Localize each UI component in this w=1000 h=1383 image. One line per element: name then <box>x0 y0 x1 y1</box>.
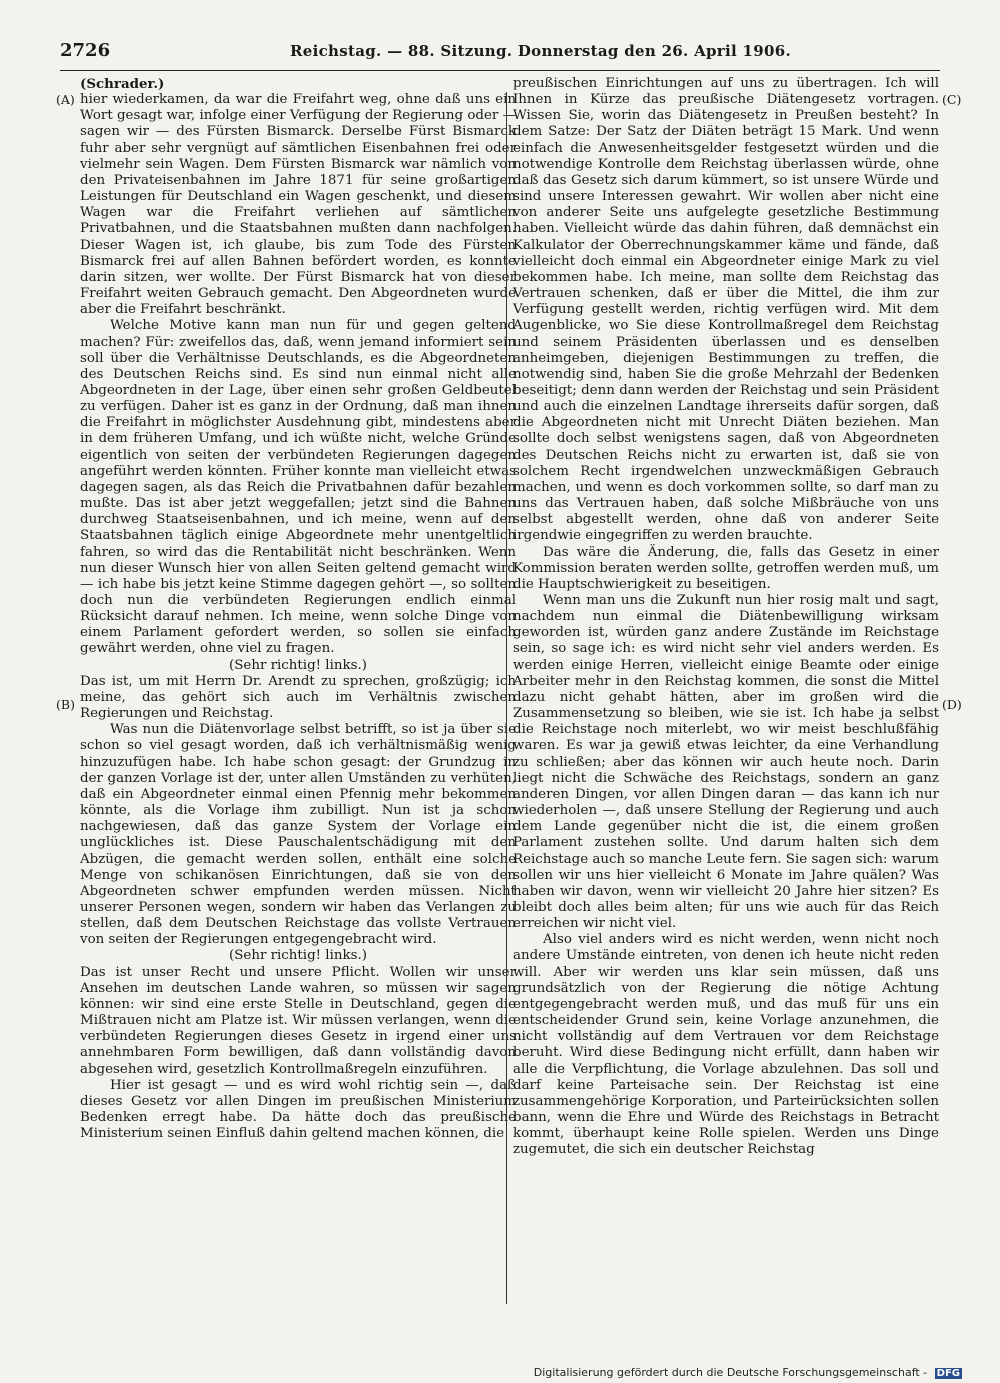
paragraph: Hier ist gesagt — und es wird wohl richtig sein —, daß dieses Gesetz vor allen Dingen im preußischen Ministerium Bedenken erregt habe. Da hätte doch das preußische Ministerium seinen Einfluß dahin geltend machen können, die <box>80 1077 516 1142</box>
paragraph: Also viel anders wird es nicht werden, wenn nicht noch andere Umstände eintreten, von denen ich heute nicht reden will. Aber wir werden uns klar sein müssen, daß uns grundsätzlich von der Regierung die nötige Achtung entgegengebracht werden muß, und das muß für uns ein entscheidender Grund sein, keine Vorlage anzunehmen, die nicht vollständig auf dem Vertrauen vor dem Reichstage beruht. Wird diese Bedingung nicht erfüllt, dann haben wir alle die Verpflichtung, die Vorlage abzulehnen. Das soll und darf keine Parteisache sein. Der Reichstag ist eine zusammengehörige Korporation, und Parteirücksichten sollen bann, wenn die Ehre und Würde des Reichstags in Betracht kommt, überhaupt keine Rolle spielen. Werden uns Dinge zugemutet, die sich ein deutscher Reichstag <box>513 932 939 1158</box>
footer-credit <box>534 1366 962 1379</box>
paragraph: preußischen Einrichtungen auf uns zu übertragen. Ich will Ihnen in Kürze das preußische Diätengesetz vortragen. Wissen Sie, worin das Diätengesetz in Preußen besteht? In dem Satze: Der Satz der Diäten beträgt 15 Mark. Und wenn einfach die Anwesenheitsgelder festgesetzt würden und die notwendige Kontrolle dem Reichstag überlassen würde, ohne daß das Gesetz sich darum kümmert, so ist unsere Würde und sind unsere Interessen gewahrt. Wir wollen aber nicht eine von anderer Seite uns aufgelegte gesetzliche Bestimmung haben. Vielleicht würde das dahin führen, daß demnächst ein Kalkulator der Oberrechnungskammer käme und fände, daß vielleicht doch einmal ein Abgeordneter einige Mark zu viel bekommen habe. Ich meine, man sollte dem Reichstag das Vertrauen schenken, daß er über die Mittel, die ihm zur Verfügung gestellt werden, richtig verfügen wird. Mit dem Augenblicke, wo Sie diese Kontrollmaßregel dem Reichstag und seinem Präsidenten überlassen und es denselben anheimgeben, diejenigen Bestimmungen zu treffen, die notwendig sind, haben Sie die große Mehrzahl der Bedenken beseitigt; denn dann werden der Reichstag und sein Präsident und auch die einzelnen Landtage ihrerseits dafür sorgen, daß die Abgeordneten nicht mit Unrecht Diäten beziehen. Man sollte doch selbst wenigstens sagen, daß von Abgeordneten des Deutschen Reichs nicht zu erwarten ist, daß sie von solchem Recht irgendwelchen unzweckmäßigen Gebrauch machen, und wenn es doch vorkommen sollte, so darf man zu uns das Vertrauen haben, daß solche Mißbräuche von uns selbst abgestellt werden, ohne daß von anderer Seite irgendwie eingegriffen zu werden brauchte. <box>513 76 939 544</box>
column-divider <box>506 92 507 1304</box>
header-rule <box>60 70 940 71</box>
paragraph: Das wäre die Änderung, die, falls das Gesetz in einer Kommission beraten werden sollte, getroffen werden muß, um die Hauptschwierigkeit zu beseitigen. <box>513 544 939 592</box>
page-header <box>60 40 940 68</box>
left-paragraphs <box>80 92 516 1142</box>
footer-text: Digitalisierung gefördert durch die Deutsche Forschungsgemeinschaft - <box>533 1366 928 1379</box>
running-head: Reichstag. — 88. Sitzung. Donnerstag den 26. April 1906. <box>290 42 792 60</box>
left-column <box>80 76 516 1142</box>
page-number: 2726 <box>60 40 111 61</box>
margin-mark-b: (B) <box>56 697 75 712</box>
paragraph: Das ist unser Recht und unsere Pflicht. Wollen wir unser Ansehen im deutschen Lande wahren, so müssen wir sagen können: wir sind eine erste Stelle in Deutschland, gegen die Mißtrauen nicht am Platze ist. Wir müssen verlangen, wenn die verbündeten Regierungen dieses Gesetz in irgend einer uns annehmbaren Form bewilligen, daß dann vollständig davon abgesehen wird, gesetzlich Kontrollmaßregeln einzuführen. <box>80 964 516 1077</box>
right-column <box>513 76 939 1158</box>
right-paragraphs <box>513 76 939 1158</box>
paragraph: Was nun die Diätenvorlage selbst betrifft, so ist ja über sie schon so viel gesagt worden, daß ich verhältnismäßig wenig hinzuzufügen habe. Ich habe schon gesagt: der Grundzug in der ganzen Vorlage ist der, unter allen Umständen zu verhüten, daß ein Abgeordneter einmal einen Pfennig mehr bekommen könnte, als die Vorlage ihm zubilligt. Nun ist ja schon nachgewiesen, daß das ganze System der Vorlage ein unglückliches ist. Diese Pauschalentschädigung mit den Abzügen, die gemacht werden sollen, enthält eine solche Menge von schikanösen Einrichtungen, daß sie von den Abgeordneten schwer empfunden werden müssen. Nicht unserer Personen wegen, sondern wir haben das Verlangen zu stellen, daß dem Deutschen Reichstage das vollste Vertrauen von seiten der Regierungen entgegengebracht wird. <box>80 722 516 948</box>
paragraph: hier wiederkamen, da war die Freifahrt weg, ohne daß uns ein Wort gesagt war, infolge einer Verfügung der Regierung oder — sagen wir — des Fürsten Bismarck. Derselbe Fürst Bismarck fuhr aber sehr vergnügt auf sämtlichen Eisenbahnen frei oder vielmehr sein Wagen. Dem Fürsten Bismarck war nämlich von den Privateisenbahnen im Jahre 1871 für seine großartigen Leistungen für Deutschland ein Wagen geschenkt, und diesem Wagen war die Freifahrt verliehen auf sämtlichen Privatbahnen, und die Staatsbahnen mußten dann nachfolgen. Dieser Wagen ist, ich glaube, bis zum Tode des Fürsten Bismarck frei auf allen Bahnen befördert worden, es konnte darin sitzen, wer wollte. Der Fürst Bismarck hat von dieser Freifahrt weiten Gebrauch gemacht. Den Abgeordneten wurde aber die Freifahrt beschränkt. <box>80 92 516 318</box>
margin-mark-c: (C) <box>942 92 962 107</box>
margin-mark-a: (A) <box>56 92 75 107</box>
paragraph: Welche Motive kann man nun für und gegen geltend machen? Für: zweifellos das, daß, wenn jemand informiert sein soll über die Verhältnisse Deutschlands, es die Abgeordneten des Deutschen Reichs sind. Es sind nun einmal nicht alle Abgeordneten in der Lage, über einen sehr großen Geldbeutel zu verfügen. Daher ist es ganz in der Ordnung, daß man ihnen die Freifahrt in möglichster Ausdehnung gibt, mindestens aber in dem früheren Umfang, und ich wüßte nicht, welche Gründe eigentlich von seiten der verbündeten Regierungen dagegen angeführt werden könnten. Früher konnte man vielleicht etwas dagegen sagen, als das Reich die Privatbahnen dafür bezahlen mußte. Das ist aber jetzt weggefallen; jetzt sind die Bahnen durchweg Staatseisenbahnen, und ich meine, wenn auf den Staatsbahnen täglich einige Abgeordnete mehr unentgeltlich fahren, so wird das die Rentabilität nicht beschränken. Wenn nun dieser Wunsch hier von allen Seiten geltend gemacht wird — ich habe bis jetzt keine Stimme dagegen gehört —, so sollten doch nun die verbündeten Regierungen endlich einmal Rücksicht darauf nehmen. Ich meine, wenn solche Dinge von einem Parlament gefordert werden, so sollen sie einfach gewährt werden, ohne viel zu fragen. <box>80 318 516 657</box>
dfg-logo: DFG <box>936 1368 960 1379</box>
interjection: (Sehr richtig! links.) <box>229 657 367 673</box>
margin-mark-d: (D) <box>942 697 962 712</box>
interjection: (Sehr richtig! links.) <box>229 948 367 964</box>
speaker-name: (Schrader.) <box>80 76 165 92</box>
paragraph: Das ist, um mit Herrn Dr. Arendt zu sprechen, großzügig; ich meine, das gehört sich auch im Verhältnis zwischen Regierungen und Reichstag. <box>80 673 516 722</box>
paragraph: Wenn man uns die Zukunft nun hier rosig malt und sagt, nachdem nun einmal die Diätenbewilligung wirksam geworden ist, würden ganz andere Zustände im Reichstage sein, so sage ich: es wird nicht sehr viel anders werden. Es werden einige Herren, vielleicht einige Beamte oder einige Arbeiter mehr in den Reichstag kommen, die sonst die Mittel dazu nicht gehabt hätten, aber im großen wird die Zusammensetzung so bleiben, wie sie ist. Ich habe ja selbst die Reichstage noch miterlebt, wo wir meist beschlußfähig waren. Es war ja gewiß etwas leichter, da eine Verhandlung zu schließen; aber das können wir auch heute noch. Darin liegt nicht die Schwäche des Reichstags, sondern an ganz anderen Dingen, vor allen Dingen daran — das kann ich nur wiederholen —, daß unsere Stellung der Regierung und auch dem Lande gegenüber nicht die ist, die einem großen Parlament zustehen sollte. Und darum halten sich dem Reichstage auch so manche Leute fern. Sie sagen sich: warum sollen wir uns hier vielleicht 6 Monate im Jahre quälen? Was haben wir davon, wenn wir vielleicht 20 Jahre hier sitzen? Es bleibt doch alles beim alten; für uns wie auch für das Reich erreichen wir nicht viel. <box>513 593 939 932</box>
